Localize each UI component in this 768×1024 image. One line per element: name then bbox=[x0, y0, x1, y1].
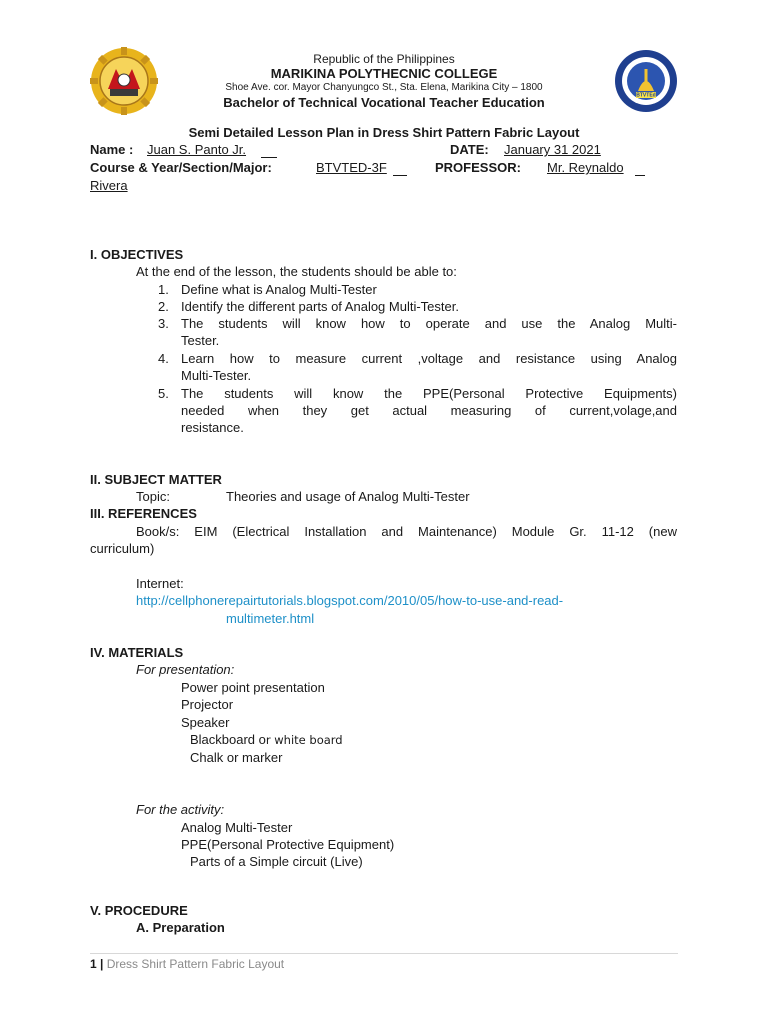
blackboard-text-b: r white board bbox=[265, 733, 343, 747]
objective-5-num: 5. bbox=[158, 386, 169, 401]
reference-link-line-1[interactable]: http://cellphonerepairtutorials.blogspot.com/2010/05/how-to-use-and-read- bbox=[136, 593, 564, 608]
objective-2-line-1: Identify the different parts of Analog Multi-Tester. bbox=[181, 299, 459, 314]
books-line-1: Book/s: EIM (Electrical Installation and Maintenance) Module Gr. 11-12 (new bbox=[136, 524, 677, 539]
chalk-item: Chalk or marker bbox=[190, 750, 283, 765]
course-label: Course & Year/Section/Major: bbox=[90, 160, 272, 175]
objective-5-line-2: needed when they get actual measuring of current,volage,and bbox=[181, 403, 677, 418]
objective-4-num: 4. bbox=[158, 351, 169, 366]
presentation-label: For presentation: bbox=[136, 662, 235, 677]
name-underline-pad bbox=[261, 157, 277, 158]
page-footer bbox=[90, 957, 284, 971]
objective-3-line-2: Tester. bbox=[181, 333, 220, 348]
professor-value-1: Mr. Reynaldo bbox=[547, 160, 624, 175]
internet-label: Internet: bbox=[136, 576, 184, 591]
objective-4-line-2: Multi-Tester. bbox=[181, 368, 252, 383]
activity-label: For the activity: bbox=[136, 802, 225, 817]
objective-1-num: 1. bbox=[158, 282, 169, 297]
professor-underline-pad bbox=[635, 175, 645, 176]
footer-text: Dress Shirt Pattern Fabric Layout bbox=[106, 957, 285, 971]
references-heading: III. REFERENCES bbox=[90, 506, 197, 521]
topic-value: Theories and usage of Analog Multi-Tester bbox=[226, 489, 470, 504]
footer-divider bbox=[90, 953, 678, 954]
books-line-2: curriculum) bbox=[90, 541, 155, 556]
professor-label: PROFESSOR: bbox=[435, 160, 521, 175]
blackboard-item bbox=[190, 732, 343, 747]
date-value: January 31 2021 bbox=[504, 142, 601, 157]
course-underline-pad bbox=[393, 175, 407, 176]
procedure-heading: V. PROCEDURE bbox=[90, 903, 188, 918]
professor-value-2: Rivera bbox=[90, 178, 128, 193]
college-name: MARIKINA POLYTHECNIC COLLEGE bbox=[270, 66, 498, 81]
name-label: Name : bbox=[90, 142, 134, 157]
blackboard-text-a: Blackboard o bbox=[190, 732, 266, 747]
objective-5-line-1: The students will know the PPE(Personal Protective Equipments) bbox=[181, 386, 677, 401]
objective-2-num: 2. bbox=[158, 299, 169, 314]
reference-link-line-2[interactable]: multimeter.html bbox=[226, 611, 315, 626]
topic-label: Topic: bbox=[136, 489, 170, 504]
objective-3-line-1: The students will know how to operate and use the Analog Multi- bbox=[181, 316, 677, 331]
name-value: Juan S. Panto Jr. bbox=[147, 142, 247, 157]
presentation-item-3: Speaker bbox=[181, 715, 230, 730]
materials-heading: IV. MATERIALS bbox=[90, 645, 184, 660]
program-name: Bachelor of Technical Vocational Teacher Education bbox=[223, 95, 545, 110]
lesson-title: Semi Detailed Lesson Plan in Dress Shirt Pattern Fabric Layout bbox=[188, 125, 580, 140]
republic-line: Republic of the Philippines bbox=[313, 52, 455, 66]
objective-1-line-1: Define what is Analog Multi-Tester bbox=[181, 282, 377, 297]
objective-3-num: 3. bbox=[158, 316, 169, 331]
college-address: Shoe Ave. cor. Mayor Chanyungco St., Sta. Elena, Marikina City – 1800 bbox=[225, 82, 543, 93]
subject-matter-heading: II. SUBJECT MATTER bbox=[90, 472, 222, 487]
activity-item-1: Analog Multi-Tester bbox=[181, 820, 293, 835]
objectives-heading: I. OBJECTIVES bbox=[90, 247, 184, 262]
objectives-intro: At the end of the lesson, the students should be able to: bbox=[136, 264, 457, 279]
presentation-item-1: Power point presentation bbox=[181, 680, 325, 695]
page-number: 1 | bbox=[90, 957, 104, 971]
logo-text: BTVTEd bbox=[636, 92, 656, 99]
date-label: DATE: bbox=[450, 142, 489, 157]
activity-item-2: PPE(Personal Protective Equipment) bbox=[181, 837, 395, 852]
preparation-subheading: A. Preparation bbox=[136, 920, 225, 935]
objective-5-line-3: resistance. bbox=[181, 420, 244, 435]
presentation-item-2: Projector bbox=[181, 697, 234, 712]
circuit-item: Parts of a Simple circuit (Live) bbox=[190, 854, 363, 869]
objective-4-line-1: Learn how to measure current ,voltage and resistance using Analog bbox=[181, 351, 677, 366]
course-value: BTVTED-3F bbox=[316, 160, 387, 175]
